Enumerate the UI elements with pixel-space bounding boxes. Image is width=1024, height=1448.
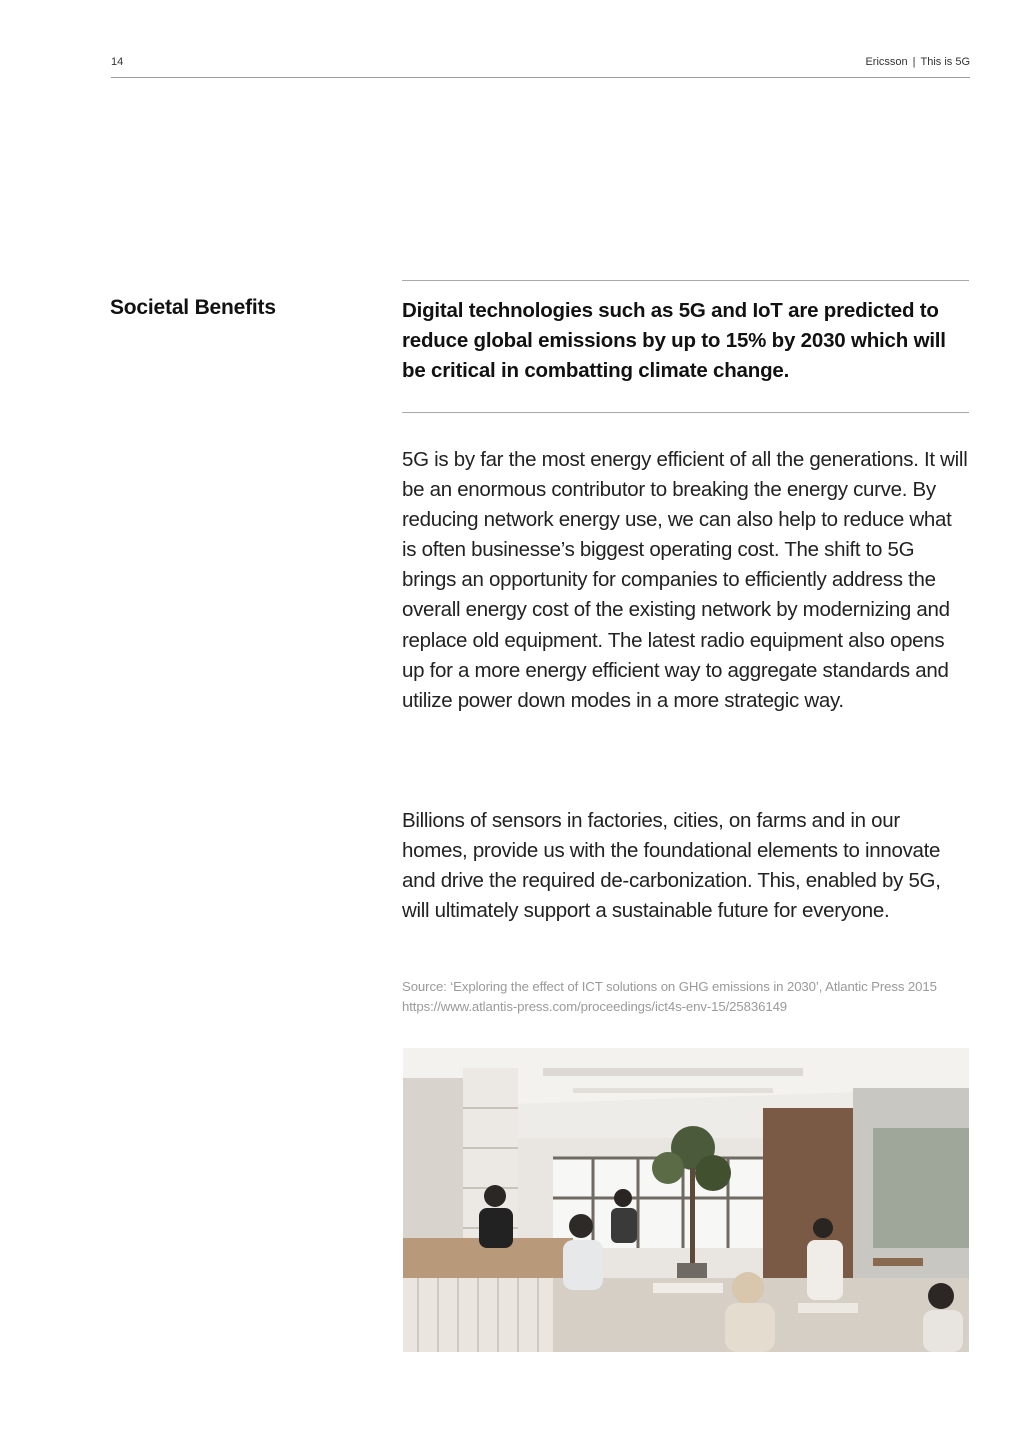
- lead-top-divider: [402, 280, 969, 281]
- publication-title: This is 5G: [920, 56, 970, 68]
- page-number: 14: [111, 56, 124, 68]
- lead-bottom-divider: [402, 412, 969, 413]
- lead-statement: Digital technologies such as 5G and IoT are predicted to reduce global emissions by up to 15% by 2030 which will be critical in combatting climate change.: [402, 299, 946, 382]
- body-paragraph: 5G is by far the most energy efficient of all the generations. It will be an enormous contributor to breaking the energy curve. By reducing network energy use, we can also help to reduce what is often businesse’s biggest operating cost. The shift to 5G brings an opportunity for companies to efficiently address the overall energy cost of the existing network by modernizing and replace old equipment. The latest radio equipment also opens up for a more energy efficient way to aggregate standards and utilize power down modes in a more strategic way.: [402, 448, 968, 712]
- body-paragraph: Billions of sensors in factories, cities, on farms and in our homes, provide us with the foundational elements to innovate and drive the required de-carbonization. This, enabled by 5G, will ultimately support a sustainable future for everyone.: [402, 809, 941, 923]
- header-divider: [111, 77, 970, 78]
- header-separator: |: [912, 56, 916, 68]
- company-name: Ericsson: [865, 56, 908, 68]
- cafe-interior-photo: [403, 1048, 969, 1352]
- running-head: [865, 56, 970, 68]
- source-citation: Source: ‘Exploring the effect of ICT solutions on GHG emissions in 2030’, Atlantic Press 2015 https://www.atlantis-press.com/proceedings/ict4s-env-15/25836149: [402, 979, 937, 1014]
- section-heading: Societal Benefits: [110, 296, 276, 319]
